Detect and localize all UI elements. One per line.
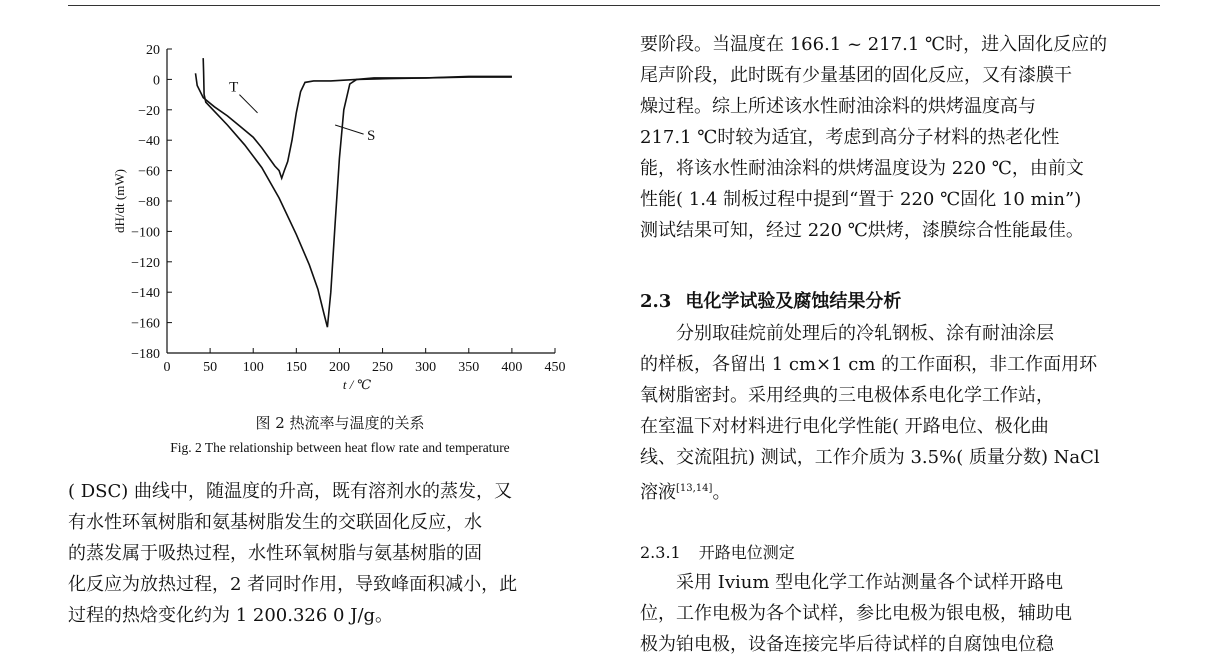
y-tick-label: 20	[146, 43, 160, 58]
text-line: 采用 Ivium 型电化学工作站测量各个试样开路电	[640, 572, 1064, 593]
text-line: 过程的热焓变化约为 1 200.326 0 J/g。	[68, 605, 394, 626]
leader-line-s	[335, 125, 363, 134]
text-line: 位，工作电极为各个试样，参比电极为银电极，辅助电	[640, 603, 1072, 624]
text-line: 燥过程。综上所述该水性耐油涂料的烘烤温度高与	[640, 96, 1036, 117]
x-tick-label: 400	[501, 360, 523, 375]
section-2-3-1-body	[640, 567, 1162, 660]
x-tick-label: 450	[544, 360, 566, 375]
section-title: 电化学试验及腐蚀结果分析	[685, 291, 902, 312]
y-axis-label: dH/dt (mW)	[112, 169, 127, 233]
text-line: 在室温下对材料进行电化学性能( 开路电位、极化曲	[640, 416, 1049, 437]
subsection-heading-2-3-1	[640, 540, 795, 563]
section-number: 2.3	[640, 291, 672, 312]
series-label-s: S	[367, 128, 376, 145]
leader-line-t	[239, 95, 257, 113]
x-tick-label: 50	[203, 360, 218, 375]
x-tick-label: 200	[328, 360, 350, 375]
text-line: 的样板，各留出 1 cm×1 cm 的工作面积，非工作面用环	[640, 354, 1098, 375]
x-tick-label: 100	[242, 360, 264, 375]
figure-caption-en: Fig. 2 The relationship between heat flow rate and temperature	[170, 440, 510, 455]
y-tick-label: −20	[138, 103, 160, 119]
text-line: 要阶段。当温度在 166.1 ~ 217.1 ℃时，进入固化反应的	[640, 34, 1108, 55]
text-line: 能，将该水性耐油涂料的烘烤温度设为 220 ℃，由前文	[640, 158, 1084, 179]
text-line	[640, 473, 1162, 508]
y-tick-label: −140	[131, 286, 160, 302]
text-line: 氧树脂密封。采用经典的三电极体系电化学工作站，	[640, 385, 1054, 406]
text-line: 性能( 1.4 制板过程中提到“置于 220 ℃固化 10 min”)	[640, 189, 1082, 210]
text-line: 分别取硅烷前处理后的冷轧钢板、涂有耐油涂层	[640, 323, 1054, 344]
y-tick-label: −100	[131, 225, 160, 241]
citation-ref[interactable]: [13,14]	[676, 483, 713, 494]
text-fragment: 。	[712, 482, 731, 503]
left-column-text	[68, 476, 608, 631]
subsection-title: 开路电位测定	[698, 543, 795, 562]
y-tick-label: −120	[131, 255, 160, 271]
text-line: 化反应为放热过程，2 者同时作用，导致峰面积减小，此	[68, 574, 518, 595]
figure-caption-cn: 图 2 热流率与温度的关系	[255, 414, 425, 432]
y-tick-label: −160	[131, 316, 160, 332]
subsection-number: 2.3.1	[640, 543, 681, 562]
y-tick-label: −40	[138, 134, 160, 150]
series-line-t	[196, 73, 512, 178]
text-line: ( DSC) 曲线中，随温度的升高，既有溶剂水的蒸发，又	[68, 481, 513, 502]
top-rule	[68, 5, 1160, 6]
section-2-3-body	[640, 318, 1162, 508]
x-tick-label: 0	[163, 360, 171, 375]
x-tick-label: 250	[372, 360, 394, 375]
x-axis-label: t / ℃	[342, 377, 372, 392]
text-line: 有水性环氧树脂和氨基树脂发生的交联固化反应，水	[68, 512, 482, 533]
dsc-chart	[100, 28, 570, 403]
series-line-s	[203, 58, 512, 327]
section-heading-2-3	[640, 287, 901, 313]
x-tick-label: 150	[285, 360, 307, 375]
x-tick-label: 350	[458, 360, 480, 375]
text-line: 线、交流阻抗) 测试，工作介质为 3.5%( 质量分数) NaCl	[640, 447, 1100, 468]
text-fragment: 溶液	[640, 482, 676, 503]
y-tick-label: −180	[131, 347, 160, 362]
text-line: 测试结果可知，经过 220 ℃烘烤，漆膜综合性能最佳。	[640, 220, 1084, 241]
text-line: 217.1 ℃时较为适宜，考虑到高分子材料的热老化性	[640, 127, 1060, 148]
y-tick-label: −60	[138, 164, 160, 180]
text-line: 极为铂电极，设备连接完毕后待试样的自腐蚀电位稳	[640, 634, 1054, 655]
text-line: 的蒸发属于吸热过程，水性环氧树脂与氨基树脂的固	[68, 543, 482, 564]
right-column-text	[640, 29, 1162, 246]
x-tick-label: 300	[415, 360, 437, 375]
y-tick-label: −80	[138, 195, 160, 210]
series-label-t: T	[229, 79, 239, 96]
y-tick-label: 0	[153, 73, 160, 89]
text-line: 尾声阶段，此时既有少量基团的固化反应，又有漆膜干	[640, 65, 1072, 86]
